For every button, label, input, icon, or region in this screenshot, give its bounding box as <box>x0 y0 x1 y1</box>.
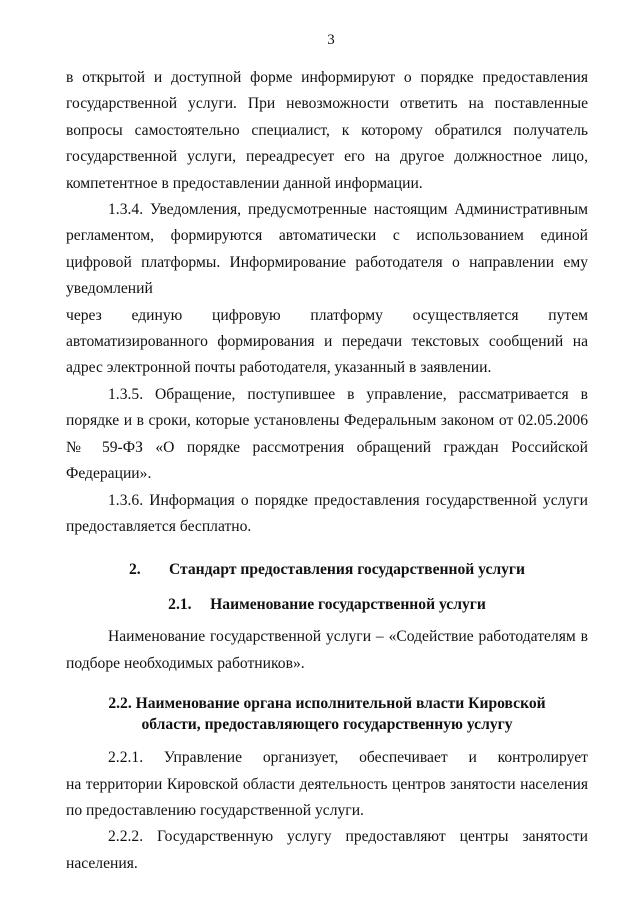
word: 2.2.1. <box>108 749 144 767</box>
paragraph-1-3-5: 1.3.5. Обращение, поступившее в управление, рассматривается в порядке и в сроки, которые установлены Федеральным законом от 02.05.2006 № 59-ФЗ «О порядке рассмотрения обращений граждан Российской Федерации». <box>66 385 588 483</box>
document-page <box>66 32 588 877</box>
word: цифровую <box>212 306 281 324</box>
section-number: 2.1. <box>168 596 192 614</box>
section-2-heading <box>66 559 588 580</box>
word: Управление <box>163 749 243 767</box>
section-title-line-1: 2.2. Наименование органа исполнительной власти Кировской <box>108 695 546 713</box>
word: обеспечивает <box>359 749 448 767</box>
word: контролирует <box>497 749 588 767</box>
paragraph-1-3-4-justified-line <box>66 303 588 329</box>
paragraph-2-2-1-continued: на территории Кировской области деятельность центров занятости населения по предоставлению государственной услуги. <box>66 775 588 819</box>
word: организует, <box>262 749 339 767</box>
word: занятости <box>522 828 588 846</box>
paragraph-2-2-2-first-line <box>66 824 588 850</box>
word: и <box>468 749 477 767</box>
paragraph-1-3-4-continued: автоматизированного формирования и передачи текстовых сообщений на адрес электронной почты работодателя, указанный в заявлении. <box>66 333 588 377</box>
word: предоставляют <box>345 828 446 846</box>
intro-paragraph: в открытой и доступной форме информируют о порядке предоставления государственной услуги. При невозможности ответить на поставленные вопросы самостоятельно специалист, к которому обратился получатель государственной услуги, переадресует его на другое должностное лицо, компетентное в предоставлении данной информации. <box>66 69 588 192</box>
word: единую <box>131 306 183 324</box>
section-number: 2. <box>128 561 141 579</box>
word: центры <box>459 828 509 846</box>
section-title: Стандарт предоставления государственной услуги <box>168 561 525 579</box>
word: путем <box>548 306 588 324</box>
paragraph-1-3-4: 1.3.4. Уведомления, предусмотренные настоящим Административным регламентом, формируются автоматически с использованием единой цифровой платформы. Информирование работодателя о направлении ему уведомлений <box>66 201 588 298</box>
paragraph-2-2-2-continued: населения. <box>66 854 138 872</box>
paragraph-2-2-1-first-line <box>66 745 588 771</box>
word: услугу <box>287 828 332 846</box>
section-title-line-2: области, предоставляющего государственную услугу <box>141 716 513 734</box>
paragraph-1-3-6: 1.3.6. Информация о порядке предоставления государственной услуги предоставляется бесплатно. <box>66 491 588 535</box>
word: Государственную <box>157 828 274 846</box>
word: осуществляется <box>412 306 519 324</box>
paragraph-2-1: Наименование государственной услуги – «Содействие работодателям в подборе необходимых работников». <box>66 628 588 672</box>
page-number: 3 <box>327 32 335 48</box>
word: через <box>66 306 102 324</box>
section-title: Наименование государственной услуги <box>210 596 486 614</box>
section-2-2-heading <box>66 693 588 735</box>
word: 2.2.2. <box>108 828 144 846</box>
section-2-1-heading <box>66 594 588 615</box>
word: платформу <box>310 306 383 324</box>
